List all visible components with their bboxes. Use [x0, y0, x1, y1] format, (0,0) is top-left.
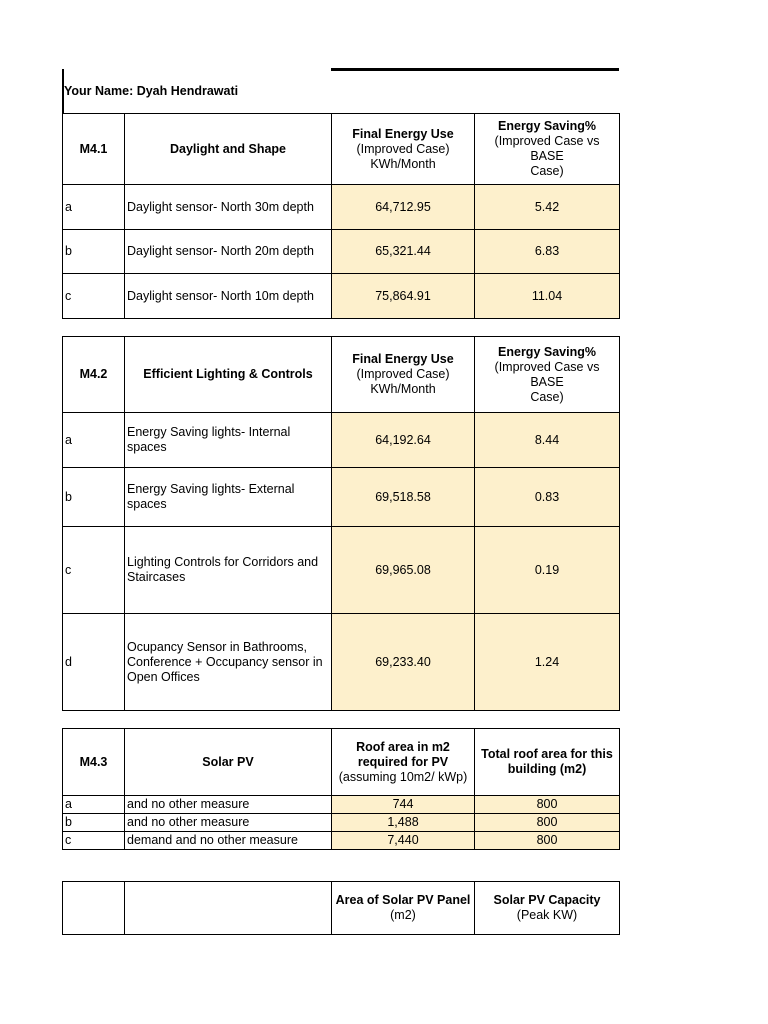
section-code-empty [63, 882, 125, 935]
section-title: Daylight and Shape [125, 114, 332, 185]
row-description: Daylight sensor- North 30m depth [125, 185, 332, 230]
col-header-pv-capacity: Solar PV Capacity (Peak KW) [475, 882, 620, 935]
section-title: Efficient Lighting & Controls [125, 337, 332, 413]
roof-area-cell[interactable]: 7,440 [332, 832, 475, 850]
roof-area-cell[interactable]: 744 [332, 796, 475, 814]
table-row [63, 814, 620, 832]
row-code: b [63, 230, 125, 274]
final-energy-cell[interactable]: 75,864.91 [332, 274, 475, 319]
final-energy-cell[interactable]: 69,518.58 [332, 468, 475, 527]
col-header-final-energy: Final Energy Use (Improved Case) KWh/Month [332, 337, 475, 413]
section-code: M4.2 [63, 337, 125, 413]
student-name: Your Name: Dyah Hendrawati [64, 84, 239, 98]
row-description: Energy Saving lights- External spaces [125, 468, 332, 527]
final-energy-cell[interactable]: 64,712.95 [332, 185, 475, 230]
row-description: Lighting Controls for Corridors and Staircases [125, 527, 332, 614]
row-description: and no other measure [125, 796, 332, 814]
col-header-total-roof-area: Total roof area for this building (m2) [475, 729, 620, 796]
col-header-roof-area-required: Roof area in m2 required for PV (assuming 10m2/ kWp) [332, 729, 475, 796]
row-description: Energy Saving lights- Internal spaces [125, 413, 332, 468]
col-header-panel-area: Area of Solar PV Panel (m2) [332, 882, 475, 935]
row-code: a [63, 796, 125, 814]
col-header-energy-saving: Energy Saving% (Improved Case vs BASE Case) [475, 337, 620, 413]
row-code: c [63, 832, 125, 850]
roof-area-cell[interactable]: 1,488 [332, 814, 475, 832]
row-code: b [63, 814, 125, 832]
table-row [63, 527, 620, 614]
table-header-row [63, 882, 620, 935]
table-row [63, 614, 620, 711]
row-description: Ocupancy Sensor in Bathrooms, Conference + Occupancy sensor in Open Offices [125, 614, 332, 711]
table-header-row [63, 337, 620, 413]
row-description: and no other measure [125, 814, 332, 832]
final-energy-cell[interactable]: 64,192.64 [332, 413, 475, 468]
energy-saving-cell[interactable]: 0.83 [475, 468, 620, 527]
header-rule [331, 68, 619, 71]
table-row [63, 832, 620, 850]
energy-saving-cell[interactable]: 0.19 [475, 527, 620, 614]
row-code: a [63, 185, 125, 230]
energy-saving-cell[interactable]: 8.44 [475, 413, 620, 468]
table-m41-daylight [62, 113, 620, 319]
row-code: a [63, 413, 125, 468]
row-description: Daylight sensor- North 20m depth [125, 230, 332, 274]
energy-saving-cell[interactable]: 1.24 [475, 614, 620, 711]
table-m43-solar-pv [62, 728, 620, 850]
section-title-empty [125, 882, 332, 935]
row-code: b [63, 468, 125, 527]
table-row [63, 468, 620, 527]
table-row [63, 796, 620, 814]
total-roof-area-cell[interactable]: 800 [475, 814, 620, 832]
table-row [63, 413, 620, 468]
col-header-final-energy: Final Energy Use (Improved Case) KWh/Month [332, 114, 475, 185]
final-energy-cell[interactable]: 65,321.44 [332, 230, 475, 274]
section-title: Solar PV [125, 729, 332, 796]
total-roof-area-cell[interactable]: 800 [475, 796, 620, 814]
total-roof-area-cell[interactable]: 800 [475, 832, 620, 850]
energy-saving-cell[interactable]: 5.42 [475, 185, 620, 230]
row-description: Daylight sensor- North 10m depth [125, 274, 332, 319]
row-code: d [63, 614, 125, 711]
table-solar-pv-capacity [62, 881, 620, 935]
table-row [63, 274, 620, 319]
section-code: M4.3 [63, 729, 125, 796]
energy-saving-cell[interactable]: 6.83 [475, 230, 620, 274]
table-m42-lighting [62, 336, 620, 711]
row-description: demand and no other measure [125, 832, 332, 850]
final-energy-cell[interactable]: 69,233.40 [332, 614, 475, 711]
table-row [63, 185, 620, 230]
section-code: M4.1 [63, 114, 125, 185]
col-header-energy-saving: Energy Saving% (Improved Case vs BASE Case) [475, 114, 620, 185]
row-code: c [63, 527, 125, 614]
table-row [63, 230, 620, 274]
final-energy-cell[interactable]: 69,965.08 [332, 527, 475, 614]
row-code: c [63, 274, 125, 319]
energy-saving-cell[interactable]: 11.04 [475, 274, 620, 319]
table-header-row [63, 729, 620, 796]
table-header-row [63, 114, 620, 185]
